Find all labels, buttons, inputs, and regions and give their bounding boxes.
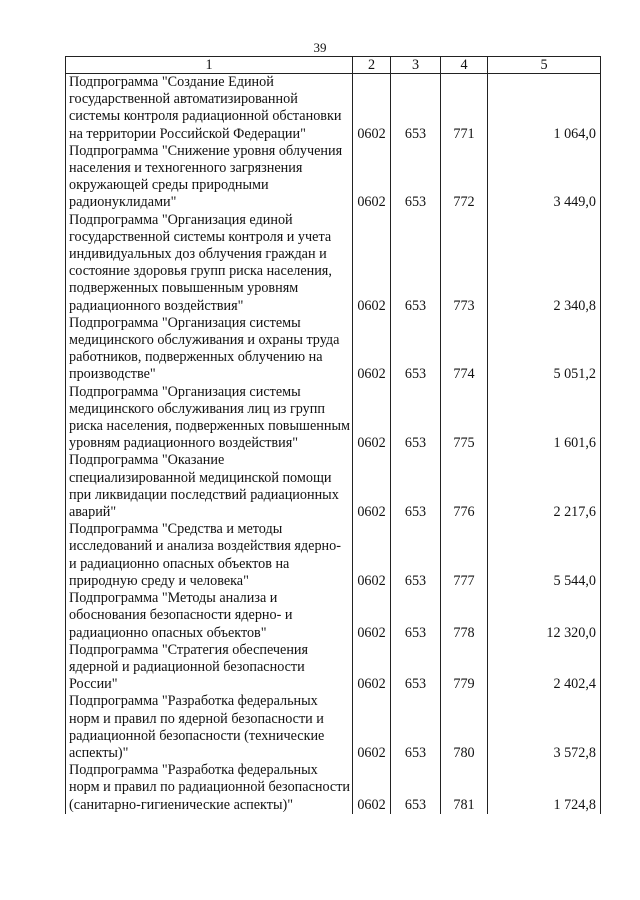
table-row	[66, 452, 601, 521]
amount: 2 340,8	[488, 212, 601, 315]
section-code: 0602	[353, 74, 391, 143]
column-header-4: 4	[441, 57, 488, 74]
subprogram-name: Подпрограмма "Организация системы медицинского обслуживания и охраны труда работников, подверженных облучению на производстве"	[66, 315, 353, 384]
agency-code: 653	[391, 212, 441, 315]
agency-code: 653	[391, 74, 441, 143]
section-code: 0602	[353, 521, 391, 590]
section-code: 0602	[353, 212, 391, 315]
target-item-code: 772	[441, 143, 488, 212]
amount: 1 601,6	[488, 384, 601, 453]
target-item-code: 777	[441, 521, 488, 590]
section-code: 0602	[353, 315, 391, 384]
section-code: 0602	[353, 384, 391, 453]
target-item-code: 775	[441, 384, 488, 453]
table-row	[66, 642, 601, 694]
agency-code: 653	[391, 384, 441, 453]
subprogram-name: Подпрограмма "Организация системы медицинского обслуживания лиц из групп риска населения, подверженных повышенным уровням радиационного воздействия"	[66, 384, 353, 453]
table-row	[66, 762, 601, 814]
subprogram-name: Подпрограмма "Стратегия обеспечения ядерной и радиационной безопасности России"	[66, 642, 353, 694]
subprogram-name: Подпрограмма "Разработка федеральных норм и правил по ядерной безопасности и радиационной безопасности (технические аспекты)"	[66, 693, 353, 762]
amount: 3 572,8	[488, 693, 601, 762]
amount: 1 724,8	[488, 762, 601, 814]
subprogram-name: Подпрограмма "Организация единой государственной системы контроля и учета индивидуальных доз облучения граждан и состояние здоровья групп риска населения, подверженных повышенным уровням радиационного воздействия"	[66, 212, 353, 315]
table-row	[66, 693, 601, 762]
subprogram-name: Подпрограмма "Создание Единой государственной автоматизированной системы контроля радиационной обстановки на территории Российской Федерации"	[66, 74, 353, 143]
section-code: 0602	[353, 143, 391, 212]
subprogram-name: Подпрограмма "Разработка федеральных норм и правил по радиационной безопасности (санитарно-гигиенические аспекты)"	[66, 762, 353, 814]
amount: 2 402,4	[488, 642, 601, 694]
agency-code: 653	[391, 693, 441, 762]
table-row	[66, 521, 601, 590]
target-item-code: 781	[441, 762, 488, 814]
agency-code: 653	[391, 642, 441, 694]
subprogram-name: Подпрограмма "Средства и методы исследований и анализа воздействия ядерно- и радиационно опасных объектов на природную среду и человека"	[66, 521, 353, 590]
table-row	[66, 143, 601, 212]
agency-code: 653	[391, 521, 441, 590]
section-code: 0602	[353, 642, 391, 694]
table-header-row	[66, 57, 601, 74]
section-code: 0602	[353, 762, 391, 814]
table-row	[66, 74, 601, 143]
target-item-code: 773	[441, 212, 488, 315]
column-header-3: 3	[391, 57, 441, 74]
agency-code: 653	[391, 762, 441, 814]
table-row	[66, 590, 601, 642]
target-item-code: 780	[441, 693, 488, 762]
subprogram-name: Подпрограмма "Методы анализа и обоснования безопасности ядерно- и радиационно опасных объектов"	[66, 590, 353, 642]
agency-code: 653	[391, 590, 441, 642]
section-code: 0602	[353, 693, 391, 762]
target-item-code: 779	[441, 642, 488, 694]
target-item-code: 778	[441, 590, 488, 642]
agency-code: 653	[391, 143, 441, 212]
subprogram-name: Подпрограмма "Снижение уровня облучения населения и техногенного загрязнения окружающей среды природными радионуклидами"	[66, 143, 353, 212]
table-row	[66, 315, 601, 384]
amount: 3 449,0	[488, 143, 601, 212]
table-row	[66, 384, 601, 453]
agency-code: 653	[391, 315, 441, 384]
table-row	[66, 212, 601, 315]
section-code: 0602	[353, 452, 391, 521]
target-item-code: 776	[441, 452, 488, 521]
subprogram-name: Подпрограмма "Оказание специализированной медицинской помощи при ликвидации последствий радиационных аварий"	[66, 452, 353, 521]
column-header-1: 1	[66, 57, 353, 74]
page-number: 39	[313, 40, 327, 55]
amount: 12 320,0	[488, 590, 601, 642]
column-header-2: 2	[353, 57, 391, 74]
budget-table	[65, 56, 601, 814]
amount: 5 051,2	[488, 315, 601, 384]
section-code: 0602	[353, 590, 391, 642]
amount: 1 064,0	[488, 74, 601, 143]
column-header-5: 5	[488, 57, 601, 74]
amount: 5 544,0	[488, 521, 601, 590]
target-item-code: 771	[441, 74, 488, 143]
target-item-code: 774	[441, 315, 488, 384]
amount: 2 217,6	[488, 452, 601, 521]
agency-code: 653	[391, 452, 441, 521]
